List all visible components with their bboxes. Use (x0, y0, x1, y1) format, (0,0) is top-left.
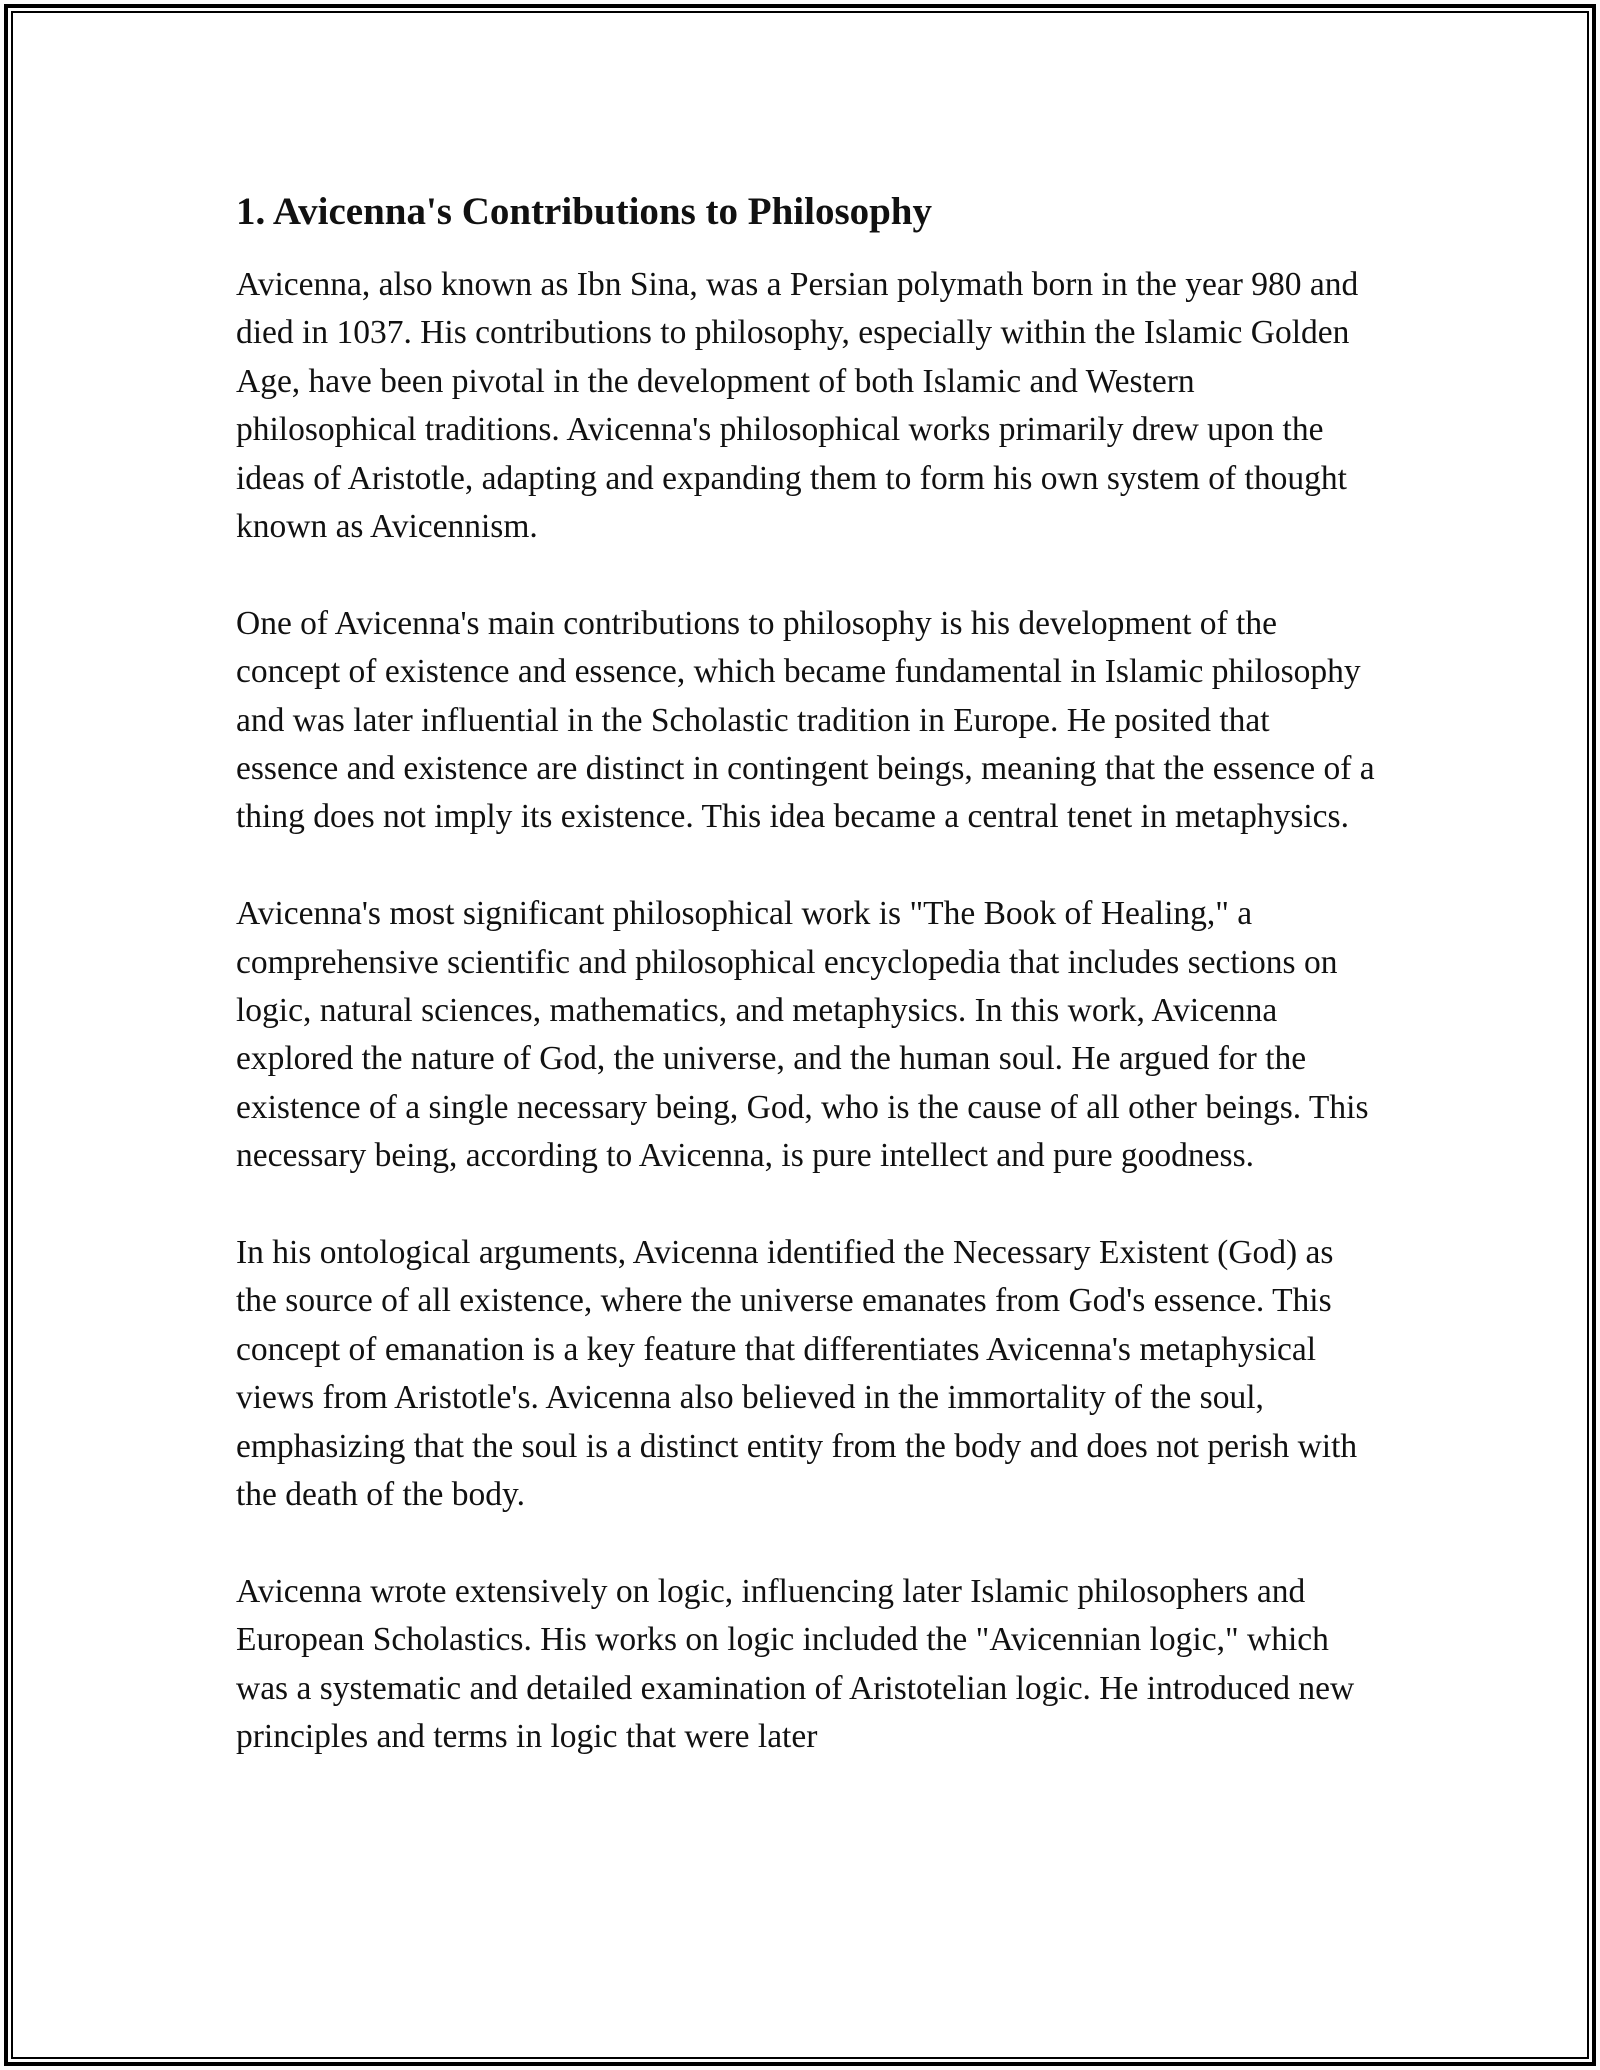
paragraph-1: Avicenna, also known as Ibn Sina, was a Persian polymath born in the year 980 and died in 1037. His contributions to philosophy, especially within the Islamic Golden Age, have been pivotal in the development of both Islamic and Western philosophical traditions. Avicenna's philosophical works primarily drew upon the ideas of Aristotle, adapting and expanding them to form his own system of thought known as Avicennism. (236, 266, 1359, 546)
document-body (236, 188, 1376, 1810)
section-heading: 1. Avicenna's Contributions to Philosophy (236, 190, 933, 233)
paragraph-5: Avicenna wrote extensively on logic, influencing later Islamic philosophers and European Scholastics. His works on logic included the "Avicennian logic," which was a systematic and detailed examination of Aristotelian logic. He introduced new principles and terms in logic that were later (236, 1572, 1355, 1756)
paragraph-3: Avicenna's most significant philosophical work is "The Book of Healing," a comprehensive scientific and philosophical encyclopedia that includes sections on logic, natural sciences, mathematics, and metaphysics. In this work, Avicenna explored the nature of God, the universe, and the human soul. He argued for the existence of a single necessary being, God, who is the cause of all other beings. This necessary being, according to Avicenna, is pure intellect and pure goodness. (236, 895, 1369, 1175)
paragraph-4: In his ontological arguments, Avicenna identified the Necessary Existent (God) as the source of all existence, where the universe emanates from God's essence. This concept of emanation is a key feature that differentiates Avicenna's metaphysical views from Aristotle's. Avicenna also believed in the immortality of the soul, emphasizing that the soul is a distinct entity from the body and does not perish with the death of the body. (236, 1234, 1358, 1514)
paragraph-2: One of Avicenna's main contributions to philosophy is his development of the concept of existence and essence, which became fundamental in Islamic philosophy and was later influential in the Scholastic tradition in Europe. He posited that essence and existence are distinct in contingent beings, meaning that the essence of a thing does not imply its existence. This idea became a central tenet in metaphysics. (236, 604, 1375, 836)
